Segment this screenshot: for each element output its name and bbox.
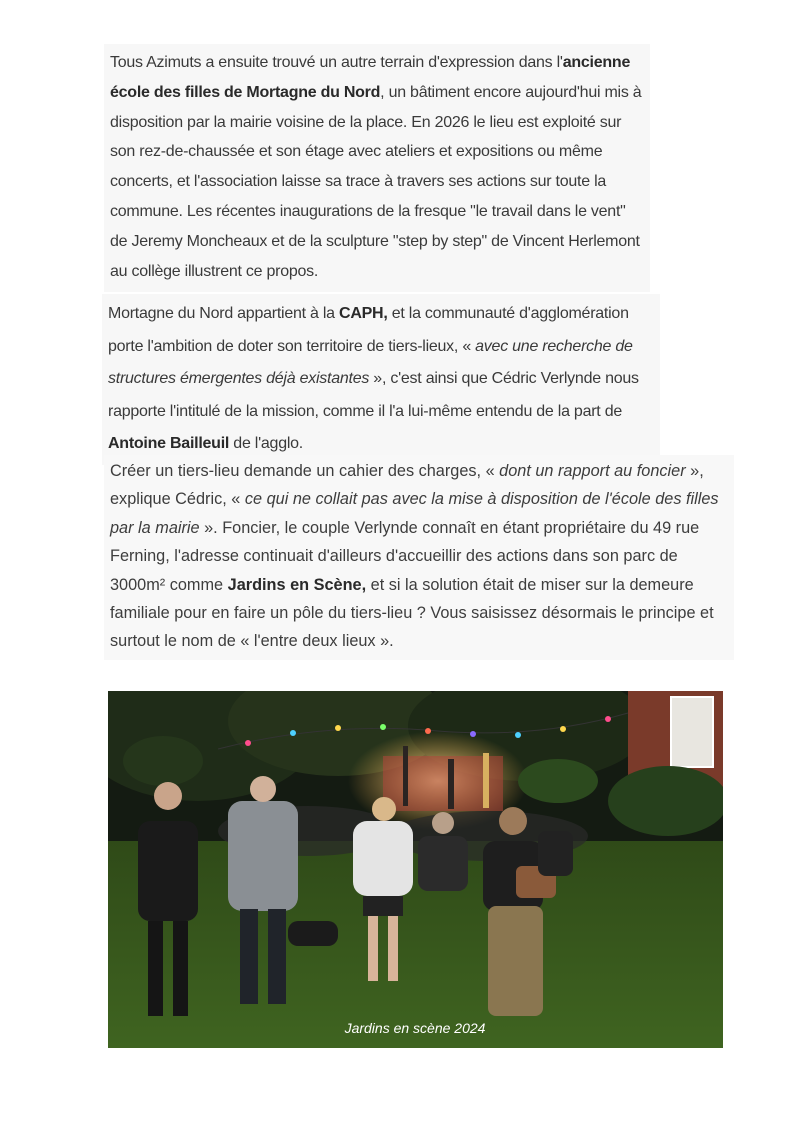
garden-concert-illustration bbox=[108, 691, 723, 1048]
text-run: », explique Cédric, « bbox=[110, 462, 704, 509]
musician bbox=[403, 746, 408, 806]
house-window bbox=[671, 697, 713, 767]
text-run: ». Foncier, le couple Verlynde connaît en étant propriétaire du 49 rue Ferning, l'adresse continuait d'ailleurs d'accueillir des actions dans son parc de 3000m² comme bbox=[110, 518, 700, 594]
paragraph-2-text bbox=[108, 298, 654, 461]
garden-concert-photo bbox=[108, 691, 723, 1048]
italic-quote: ce qui ne collait pas avec la mise à disposition de l'école des filles par la mairie bbox=[110, 490, 719, 537]
italic-quote: avec une recherche de structures émergentes déjà existantes bbox=[108, 337, 633, 387]
lawn bbox=[108, 841, 723, 1048]
paragraph-caph bbox=[102, 294, 660, 465]
hedge-center bbox=[518, 759, 598, 803]
italic-quote: dont un rapport au foncier bbox=[499, 462, 686, 480]
dog bbox=[288, 921, 338, 946]
bold-run: ancienne école des filles de Mortagne du Nord bbox=[110, 54, 631, 101]
paragraph-tiers-lieu bbox=[104, 455, 734, 660]
hedge-left bbox=[123, 736, 203, 786]
musician bbox=[448, 759, 454, 809]
bold-run: Antoine Bailleuil bbox=[108, 435, 230, 452]
text-run: Tous Azimuts a ensuite trouvé un autre terrain d'expression dans l' bbox=[110, 54, 563, 71]
musician bbox=[483, 753, 489, 808]
text-run: et si la solution était de miser sur la demeure familiale pour en faire un pôle du tiers-lieu ? Vous saisissez désormais le principe et surtout le nom de « l'entre deux lieux ». bbox=[110, 575, 714, 651]
paragraph-3-text bbox=[110, 457, 728, 656]
text-run: , un bâtiment encore aujourd'hui mis à disposition par la mairie voisine de la place. En 2026 le lieu est exploité sur son rez-de-chaussée et son étage avec ateliers et expositions ou même concerts, et l'association laisse sa trace à travers ses actions sur toute la commune. Les récentes inaugurations de la fresque "le travail dans le vent" de Jeremy Moncheaux et de la sculpture "step by step" de Vincent Herlemont au collège illustrent ce propos. bbox=[110, 83, 642, 280]
hedge-right bbox=[608, 766, 723, 836]
bold-run: Jardins en Scène, bbox=[227, 575, 367, 594]
paragraph-1-text bbox=[110, 48, 644, 286]
text-run: et la communauté d'agglomération porte l'ambition de doter son territoire de tiers-lieux, « bbox=[108, 305, 629, 355]
text-run: », c'est ainsi que Cédric Verlynde nous rapporte l'intitulé de la mission, comme il l'a lui-même entendu de la part de bbox=[108, 370, 639, 420]
paragraph-ancienne-ecole bbox=[104, 44, 650, 292]
photo-caption: Jardins en scène 2024 bbox=[344, 1020, 486, 1036]
text-run: Mortagne du Nord appartient à la bbox=[108, 305, 340, 322]
text-run: de l'agglo. bbox=[229, 435, 303, 452]
bold-run: CAPH, bbox=[339, 305, 388, 322]
text-run: Créer un tiers-lieu demande un cahier des charges, « bbox=[110, 462, 500, 480]
